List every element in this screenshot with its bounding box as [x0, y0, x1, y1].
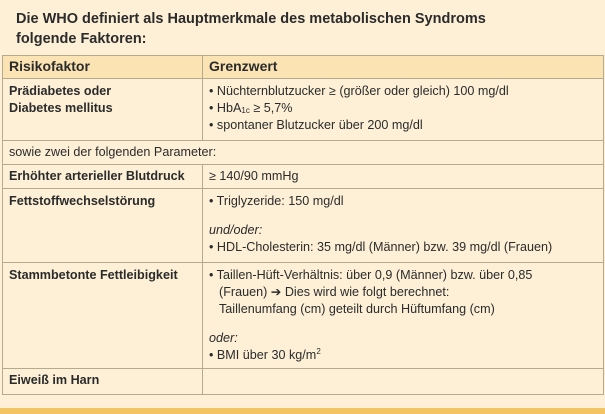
label-blutdruck: Erhöhter arterieller Blutdruck — [3, 165, 203, 189]
bullet-triglyzeride: • Triglyzeride: 150 mg/dl — [209, 194, 344, 208]
header-grenzwert: Grenzwert — [203, 56, 604, 79]
label-eiweiss: Eiweiß im Harn — [3, 369, 203, 395]
bullet-taillen-hueft: • Taillen-Hüft-Verhältnis: über 0,9 (Männer) bzw. über 0,85 — [209, 268, 533, 282]
value-prediabetes — [203, 79, 604, 141]
bullet-spontaner-blutzucker: • spontaner Blutzucker über 200 mg/dl — [209, 118, 423, 132]
bullet-hba1c: • HbA$_{1c}$ ≥ 5,7% — [209, 101, 293, 115]
title-line-2: folgende Faktoren: — [16, 31, 147, 47]
connector-oder: oder: — [209, 331, 238, 345]
bullet-bmi: • BMI über 30 $kg/m^2$ — [209, 347, 321, 362]
value-stammbetont: • Taillen-Hüft-Verhältnis: über 0,9 (Männer) bzw. über 0,85 (Frauen) ➔ Dies wird wie folgt berechnet: Taillenumfang (cm) geteilt durch Hüftumfang (cm) oder: • BMI über 30 $kg/m^2$ — [203, 263, 604, 369]
label-stammbetont: Stammbetonte Fettleibigkeit — [3, 263, 203, 369]
table-row-sowie — [3, 141, 604, 165]
connector-und-oder: und/oder: — [209, 223, 263, 237]
label-prediabetes: Prädiabetes oder Diabetes mellitus — [3, 79, 203, 141]
table-row-fettstoffwechsel — [3, 189, 604, 263]
value-eiweiss — [203, 369, 604, 395]
label-fettstoffwechsel: Fettstoffwechselstörung — [3, 189, 203, 263]
bullet-nuechternblutzucker: • Nüchternblutzucker ≥ (größer oder gleich) 100 mg/dl — [209, 84, 509, 98]
value-fettstoffwechsel — [203, 189, 604, 263]
metabolic-syndrome-table — [2, 55, 604, 395]
table-row-stammbetont — [3, 263, 604, 369]
table-header-row — [3, 56, 604, 79]
table-row-eiweiss — [3, 369, 604, 395]
bullet-hdl: • HDL-Cholesterin: 35 mg/dl (Männer) bzw. 39 mg/dl (Frauen) — [209, 240, 553, 254]
value-blutdruck: ≥ 140/90 mmHg — [203, 165, 604, 189]
bottom-accent-bar — [0, 408, 605, 414]
header-risikofaktor: Risikofaktor — [3, 56, 203, 79]
sowie-text: sowie zwei der folgenden Parameter: — [3, 141, 604, 165]
table-row-prediabetes — [3, 79, 604, 141]
table-row-blutdruck — [3, 165, 604, 189]
title-line-1: Die WHO definiert als Hauptmerkmale des metabolischen Syndroms — [16, 11, 486, 27]
page-title — [16, 9, 596, 49]
